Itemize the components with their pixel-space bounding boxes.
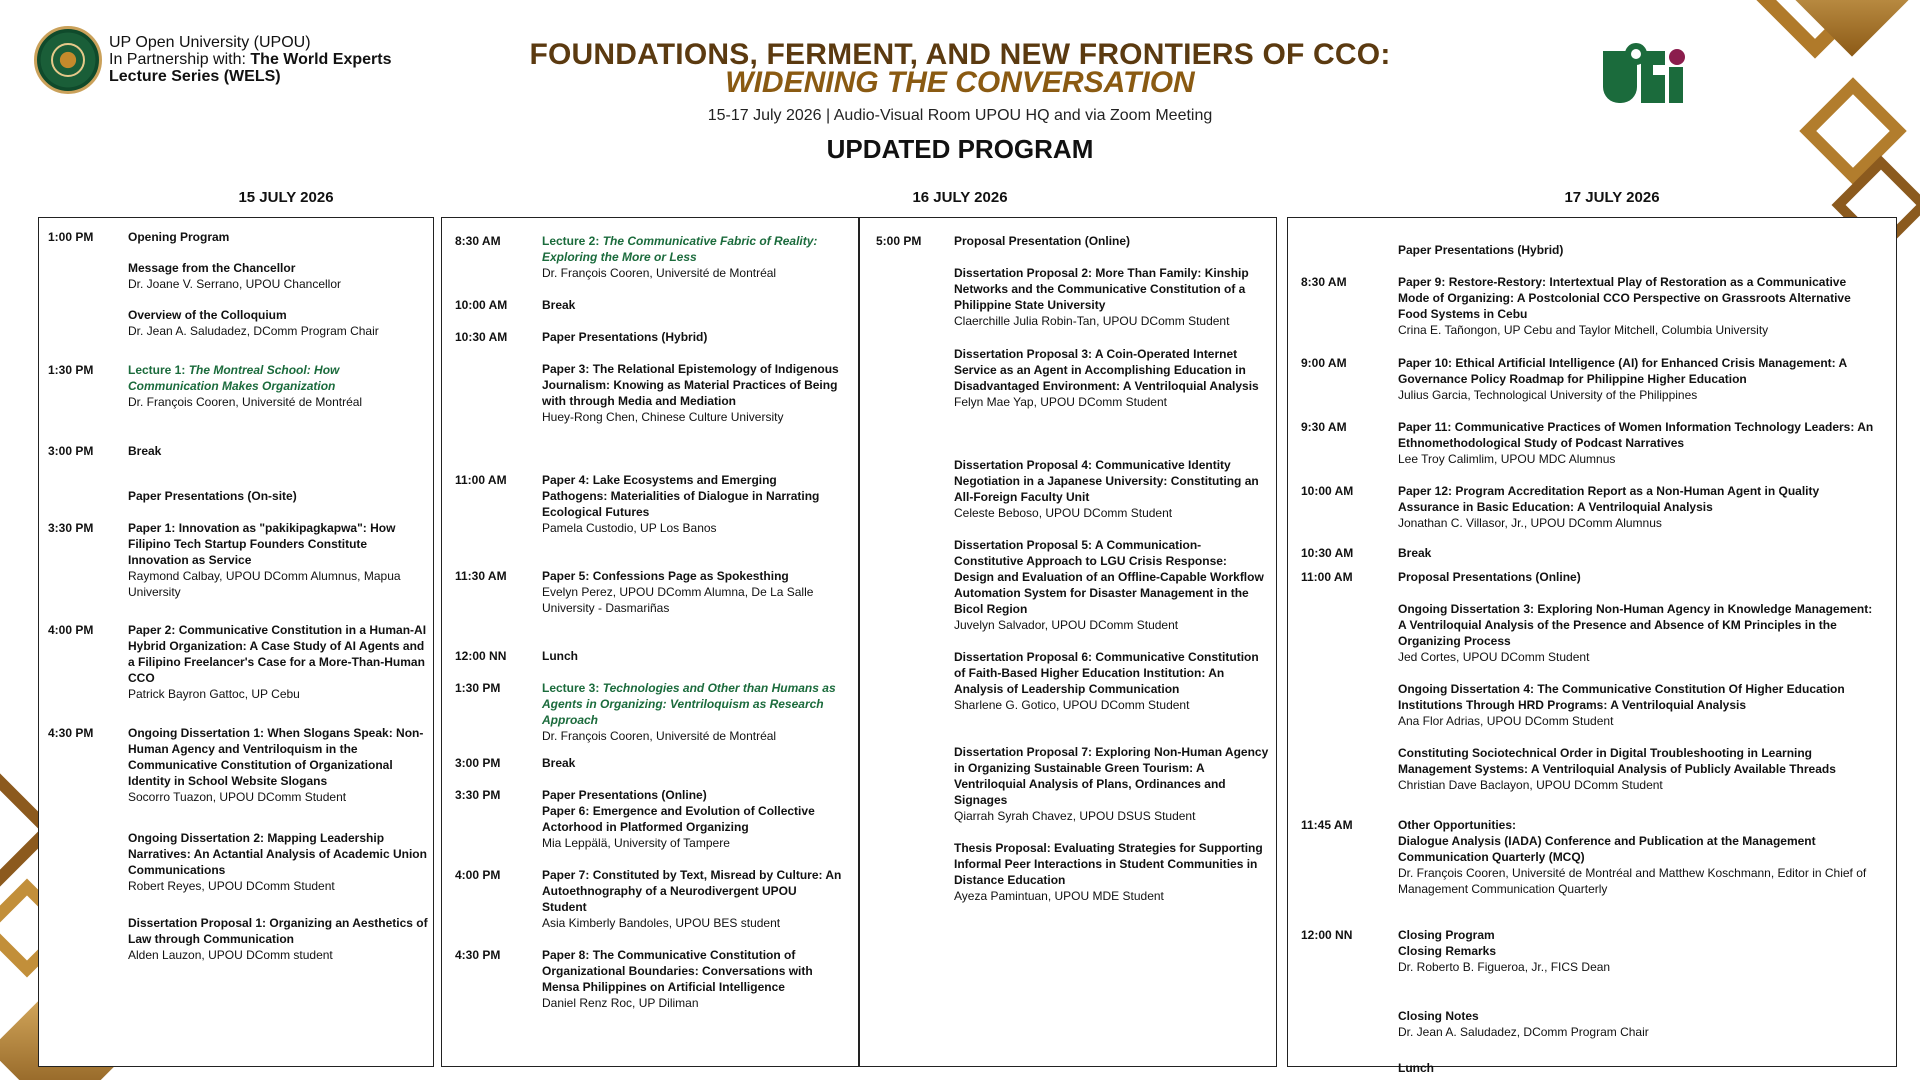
item-speaker: Ana Flor Adrias, UPOU DComm Student	[1398, 714, 1614, 728]
schedule-content	[542, 233, 842, 281]
item-title: Proposal Presentations (Online)	[1398, 570, 1581, 584]
item-speaker: Dr. Jean A. Saludadez, DComm Program Chair	[1398, 1025, 1649, 1039]
schedule-content	[1398, 242, 1878, 258]
schedule-content	[128, 229, 428, 245]
event-dates: 15-17 July 2026 | Audio-Visual Room UPOU HQ and via Zoom Meeting	[707, 107, 1213, 124]
schedule-content	[542, 297, 842, 313]
item-speaker: Dr. François Cooren, Université de Montréal and Matthew Koschmann, Editor in Chief of Management Communication Quarterly	[1398, 866, 1867, 896]
item-speaker: Robert Reyes, UPOU DComm Student	[128, 879, 335, 893]
item-title: Lunch	[542, 649, 578, 663]
schedule-time: 4:00 PM	[455, 868, 501, 882]
item-speaker: Dr. François Cooren, Université de Montréal	[542, 266, 777, 280]
item-speaker: Crina E. Tañongon, UP Cebu and Taylor Mitchell, Columbia University	[1398, 323, 1769, 337]
item-speaker: Raymond Calbay, UPOU DComm Alumnus, Mapua University	[128, 569, 401, 599]
item-speaker: Qiarrah Syrah Chavez, UPOU DSUS Student	[954, 809, 1196, 823]
schedule-content	[128, 362, 428, 410]
schedule-content	[1398, 1008, 1878, 1040]
schedule-content	[542, 568, 842, 616]
item-speaker: Ayeza Pamintuan, UPOU MDE Student	[954, 889, 1164, 903]
item-title: Dissertation Proposal 1: Organizing an Aesthetics of Law through Communication	[128, 916, 428, 946]
schedule-time: 3:00 PM	[455, 756, 501, 770]
schedule-content	[1398, 1060, 1878, 1076]
item-speaker: Sharlene G. Gotico, UPOU DComm Student	[954, 698, 1190, 712]
schedule-content	[128, 260, 428, 292]
schedule-content	[542, 787, 842, 851]
org-line-2: In Partnership with: The World Experts	[109, 51, 392, 68]
org-line-3: Lecture Series (WELS)	[109, 68, 281, 85]
item-title: Ongoing Dissertation 4: The Communicative Constitution Of Higher Education Institutions Through HRD Programs: A Ventriloquial Analysis	[1398, 682, 1845, 712]
schedule-content	[128, 520, 428, 600]
schedule-time: 11:00 AM	[1301, 570, 1353, 584]
item-speaker: Patrick Bayron Gattoc, UP Cebu	[128, 687, 300, 701]
item-speaker: Pamela Custodio, UP Los Banos	[542, 521, 717, 535]
schedule-content	[954, 744, 1270, 824]
item-title: Paper 6: Emergence and Evolution of Collective Actorhood in Platformed Organizing	[542, 804, 815, 834]
item-speaker: Mia Leppälä, University of Tampere	[542, 836, 730, 850]
schedule-time: 4:30 PM	[455, 948, 501, 962]
schedule-time: 1:00 PM	[48, 230, 94, 244]
schedule-time: 10:00 AM	[455, 298, 508, 312]
schedule-content	[542, 329, 842, 345]
ufi-logo-icon	[1603, 43, 1687, 105]
item-title: Overview of the Colloquium	[128, 308, 287, 322]
schedule-content	[128, 830, 428, 894]
item-speaker: Christian Dave Baclayon, UPOU DComm Student	[1398, 778, 1663, 792]
schedule-content	[128, 915, 428, 963]
schedule-time: 11:00 AM	[455, 473, 507, 487]
schedule-content	[542, 947, 842, 1011]
schedule-content	[954, 457, 1270, 521]
program-heading: UPDATED PROGRAM	[826, 134, 1094, 164]
schedule-content	[1398, 569, 1878, 585]
schedule-content	[1398, 601, 1878, 665]
item-title: Paper 11: Communicative Practices of Women Information Technology Leaders: An Ethnomethodological Study of Podcast Narratives	[1398, 420, 1874, 450]
schedule-content	[954, 233, 1270, 249]
schedule-content	[1398, 681, 1878, 729]
item-title: Message from the Chancellor	[128, 261, 296, 275]
schedule-content	[542, 472, 842, 536]
item-title: Other Opportunities:	[1398, 818, 1516, 832]
item-title: Dissertation Proposal 2: More Than Family: Kinship Networks and the Communicative Constitution of a Philippine State University	[954, 266, 1249, 312]
item-title: Paper Presentations (Hybrid)	[1398, 243, 1564, 257]
item-title: Break	[542, 298, 576, 312]
item-title: Paper 4: Lake Ecosystems and Emerging Pathogens: Materialities of Dialogue in Narrating Ecological Futures	[542, 473, 820, 519]
item-speaker: Dr. Jean A. Saludadez, DComm Program Chair	[128, 324, 379, 338]
item-speaker: Jonathan C. Villasor, Jr., UPOU DComm Alumnus	[1398, 516, 1662, 530]
item-title: Break	[542, 756, 576, 770]
item-speaker: Dr. Roberto B. Figueroa, Jr., FICS Dean	[1398, 960, 1611, 974]
day-heading-2: 16 JULY 2026	[912, 189, 1008, 206]
item-title: Closing Remarks	[1398, 944, 1497, 958]
item-title: Ongoing Dissertation 1: When Slogans Speak: Non-Human Agency and Ventriloquism in the Communicative Constitution of Organizational Identity in School Website Slogans	[128, 726, 424, 788]
schedule-time: 3:30 PM	[455, 788, 501, 802]
schedule-time: 5:00 PM	[876, 234, 922, 248]
schedule-time: 4:30 PM	[48, 726, 94, 740]
page-subtitle: WIDENING THE CONVERSATION	[725, 66, 1195, 99]
item-speaker: Huey-Rong Chen, Chinese Culture University	[542, 410, 784, 424]
item-title: Closing Notes	[1398, 1009, 1479, 1023]
schedule-content	[954, 537, 1270, 633]
item-speaker: Daniel Renz Roc, UP Diliman	[542, 996, 699, 1010]
schedule-content	[542, 867, 842, 931]
schedule-content	[1398, 419, 1878, 467]
item-title: Paper 5: Confessions Page as Spokesthing	[542, 569, 789, 583]
item-title: Dissertation Proposal 5: A Communication-Constitutive Approach to LGU Crisis Response: Design and Evaluation of an Offline-Capable Workflow Automation System for Disaster Management in the Bicol Region	[954, 538, 1264, 616]
item-title: Paper 7: Constituted by Text, Misread by Culture: An Autoethnography of a Neurodivergent UPOU Student	[542, 868, 842, 914]
day2-column-divider	[858, 217, 860, 1067]
schedule-content	[954, 265, 1270, 329]
item-speaker: Socorro Tuazon, UPOU DComm Student	[128, 790, 347, 804]
day1-schedule-panel	[38, 217, 434, 1067]
schedule-content	[954, 840, 1270, 904]
schedule-content	[1398, 355, 1878, 403]
item-title: Ongoing Dissertation 3: Exploring Non-Human Agency in Knowledge Management: A Ventriloquial Analysis of the Presence and Absence of KM Principles in the Organizing Process	[1398, 602, 1873, 648]
item-title: Constituting Sociotechnical Order in Digital Troubleshooting in Learning Management Systems: A Ventriloquial Analysis of Publicly Available Threads	[1398, 746, 1836, 776]
item-title: Opening Program	[128, 230, 230, 244]
day-heading-1: 15 JULY 2026	[238, 189, 334, 206]
item-title: Paper 3: The Relational Epistemology of Indigenous Journalism: Knowing as Material Practices of Being with through Media and Mediation	[542, 362, 839, 408]
schedule-time: 1:30 PM	[48, 363, 94, 377]
item-title: Proposal Presentation (Online)	[954, 234, 1131, 248]
item-title: Dissertation Proposal 6: Communicative Constitution of Faith-Based Higher Education Institution: An Analysis of Leadership Communication	[954, 650, 1259, 696]
item-title: Dissertation Proposal 7: Exploring Non-Human Agency in Organizing Sustainable Green Tourism: A Ventriloquial Analysis of Plans, Ordinances and Signages	[954, 745, 1269, 807]
item-speaker: Lee Troy Calimlim, UPOU MDC Alumnus	[1398, 452, 1616, 466]
schedule-content	[542, 680, 842, 744]
schedule-time: 10:00 AM	[1301, 484, 1354, 498]
schedule-content	[128, 622, 428, 702]
item-speaker: Dr. François Cooren, Université de Montréal	[128, 395, 363, 409]
schedule-time: 11:45 AM	[1301, 818, 1353, 832]
schedule-content	[542, 755, 842, 771]
item-title: Closing Program	[1398, 928, 1495, 942]
day3-schedule-panel	[1287, 217, 1897, 1075]
schedule-time: 12:00 NN	[455, 649, 507, 663]
item-speaker: Dr. Joane V. Serrano, UPOU Chancellor	[128, 277, 341, 291]
item-speaker: Dr. François Cooren, Université de Montréal	[542, 729, 777, 743]
schedule-content	[128, 488, 428, 504]
item-speaker: Claerchille Julia Robin-Tan, UPOU DComm Student	[954, 314, 1230, 328]
day-heading-3: 17 JULY 2026	[1564, 189, 1660, 206]
org-line-1: UP Open University (UPOU)	[109, 34, 311, 51]
schedule-content	[1398, 274, 1878, 338]
schedule-content	[1398, 545, 1878, 561]
item-title: Paper 10: Ethical Artificial Intelligence (AI) for Enhanced Crisis Management: A Governance Policy Roadmap for Philippine Higher Education	[1398, 356, 1847, 386]
schedule-content	[128, 443, 428, 459]
schedule-content	[542, 361, 842, 425]
lecture-title: Lecture 3: Technologies and Other than Humans as Agents in Organizing: Ventriloquism as Research Approach	[542, 681, 836, 727]
schedule-time: 10:30 AM	[1301, 546, 1354, 560]
schedule-content	[128, 307, 428, 339]
item-title: Paper 9: Restore-Restory: Intertextual Play of Restoration as a Communicative Mode of Organizing: A Postcolonial CCO Perspective on Grassroots Alternative Food Systems in Cebu	[1398, 275, 1851, 321]
item-title: Thesis Proposal: Evaluating Strategies for Supporting Informal Peer Interactions in Student Communities in Distance Education	[954, 841, 1263, 887]
item-speaker: Felyn Mae Yap, UPOU DComm Student	[954, 395, 1167, 409]
item-title: Dialogue Analysis (IADA) Conference and Publication at the Management Communication Quarterly (MCQ)	[1398, 834, 1816, 864]
item-speaker: Asia Kimberly Bandoles, UPOU BES student	[542, 916, 781, 930]
lecture-title: Lecture 1: The Montreal School: How Communication Makes Organization	[128, 363, 340, 393]
schedule-time: 3:30 PM	[48, 521, 94, 535]
item-title: Paper 1: Innovation as "pakikipagkapwa": How Filipino Tech Startup Founders Constitute Innovation as Service	[128, 521, 396, 567]
schedule-content	[128, 725, 428, 805]
item-title: Lunch	[1398, 1061, 1434, 1075]
schedule-content	[1398, 483, 1878, 531]
schedule-time: 9:30 AM	[1301, 420, 1347, 434]
item-title: Ongoing Dissertation 2: Mapping Leadership Narratives: An Actantial Analysis of Academic Union Communications	[128, 831, 427, 877]
schedule-content	[1398, 927, 1878, 975]
item-title: Dissertation Proposal 3: A Coin-Operated Internet Service as an Agent in Accomplishing Education in Disadvantaged Environment: A Ventriloquial Analysis	[954, 347, 1259, 393]
schedule-content	[954, 346, 1270, 410]
item-title: Break	[128, 444, 162, 458]
item-speaker: Alden Lauzon, UPOU DComm student	[128, 948, 333, 962]
item-title: Paper 12: Program Accreditation Report as a Non-Human Agent in Quality Assurance in Basic Education: A Ventriloquial Analysis	[1398, 484, 1820, 514]
item-title: Paper 8: The Communicative Constitution of Organizational Boundaries: Conversations with Mensa Philippines on Artificial Intelligence	[542, 948, 813, 994]
schedule-time: 4:00 PM	[48, 623, 94, 637]
item-speaker: Celeste Beboso, UPOU DComm Student	[954, 506, 1173, 520]
schedule-time: 8:30 AM	[455, 234, 501, 248]
schedule-time: 11:30 AM	[455, 569, 507, 583]
schedule-time: 8:30 AM	[1301, 275, 1347, 289]
item-speaker: Juvelyn Salvador, UPOU DComm Student	[954, 618, 1179, 632]
item-speaker: Julius Garcia, Technological University of the Philippines	[1398, 388, 1698, 402]
schedule-time: 12:00 NN	[1301, 928, 1353, 942]
schedule-time: 3:00 PM	[48, 444, 94, 458]
lecture-title: Lecture 2: The Communicative Fabric of Reality: Exploring the More or Less	[542, 234, 818, 264]
schedule-time: 9:00 AM	[1301, 356, 1347, 370]
item-title: Paper Presentations (Hybrid)	[542, 330, 708, 344]
item-title: Paper 2: Communicative Constitution in a Human-AI Hybrid Organization: A Case Study of AI Agents and a Filipino Freelancer's Case for a More-Than-Human CCO	[128, 623, 427, 685]
page-title: FOUNDATIONS, FERMENT, AND NEW FRONTIERS OF CCO:	[529, 38, 1391, 71]
item-title: Paper Presentations (On-site)	[128, 489, 297, 503]
schedule-content	[954, 649, 1270, 713]
schedule-time: 1:30 PM	[455, 681, 501, 695]
schedule-content	[1398, 817, 1878, 897]
item-title: Paper Presentations (Online)	[542, 788, 707, 802]
item-title: Break	[1398, 546, 1432, 560]
item-title: Dissertation Proposal 4: Communicative Identity Negotiation in a Japanese University: Constituting an All-Foreign Faculty Unit	[954, 458, 1259, 504]
schedule-content	[1398, 745, 1878, 793]
schedule-content	[542, 648, 842, 664]
schedule-time: 10:30 AM	[455, 330, 508, 344]
item-speaker: Jed Cortes, UPOU DComm Student	[1398, 650, 1590, 664]
item-speaker: Evelyn Perez, UPOU DComm Alumna, De La Salle University - Dasmariñas	[542, 585, 814, 615]
